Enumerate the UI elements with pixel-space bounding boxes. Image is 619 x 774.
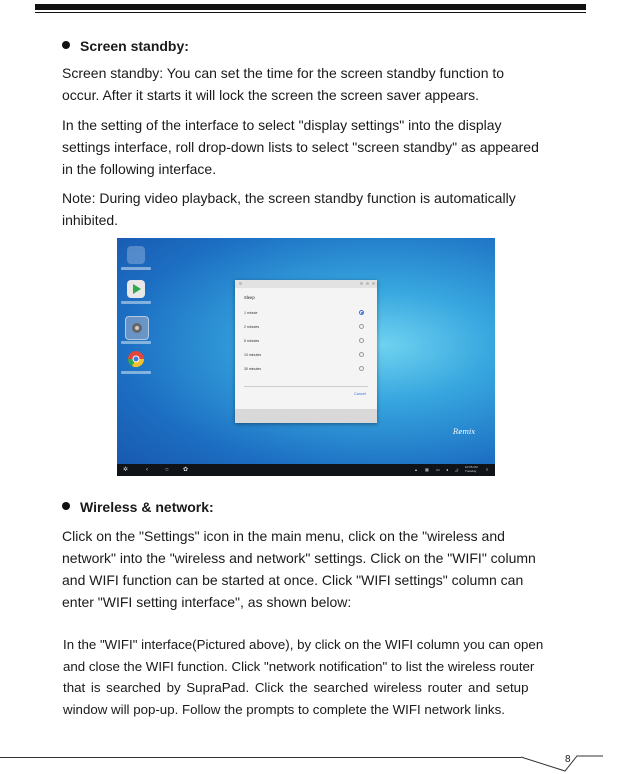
text-line: Screen standby: You can set the time for the screen standby function to: [62, 65, 505, 81]
page-number: 8: [565, 754, 571, 765]
option-5-minutes[interactable]: 5 minutes: [244, 339, 260, 343]
text-line: network" into the "wireless and network" settings. Click on the "WIFI" column: [62, 550, 536, 566]
dialog-title: Sleep: [244, 295, 255, 300]
window-dot-icon: [366, 282, 369, 285]
icon-label: [121, 301, 151, 304]
dialog-titlebar: [235, 280, 377, 288]
start-menu-icon[interactable]: ✲: [123, 467, 129, 473]
text-line: Note: During video playback, the screen standby function is automatically: [62, 190, 516, 206]
clock-time: 10:05 AM: [465, 465, 478, 469]
dialog-divider: [244, 386, 368, 387]
sleep-settings-screenshot: [117, 238, 495, 476]
text-line: occur. After it starts it will lock the screen the screen saver appears.: [62, 87, 480, 103]
text-line: Click on the "Settings" icon in the main menu, click on the "wireless and: [62, 528, 505, 544]
radio-5-minutes[interactable]: [359, 338, 364, 343]
home-icon[interactable]: ○: [165, 467, 169, 473]
window-dot-icon: [372, 282, 375, 285]
volume-icon[interactable]: ◂: [446, 467, 449, 472]
paragraph-standby-settings: [62, 114, 582, 180]
text-line: enter "WIFI setting interface", as shown below:: [62, 594, 352, 610]
window-dot-icon: [360, 282, 363, 285]
section-heading-wireless: [62, 499, 214, 515]
text-line: settings interface, roll drop-down lists to select "screen standby" as appeared: [62, 139, 539, 155]
radio-30-minutes[interactable]: [359, 366, 364, 371]
heading-text: Wireless & network:: [80, 499, 214, 515]
text-line: that is searched by SupraPad. Click the searched wireless router and setup: [63, 680, 529, 695]
option-2-minutes[interactable]: 2 minutes: [244, 325, 260, 329]
trash-icon: [127, 246, 145, 264]
paragraph-wireless-intro: [62, 525, 582, 613]
radio-1-minute[interactable]: [359, 310, 364, 315]
text-line: and close the WIFI function. Click "network notification" to list the wireless router: [63, 658, 535, 674]
text-line: In the "WIFI" interface(Pictured above), by click on the WIFI column you can open: [63, 637, 544, 652]
clock: [465, 466, 478, 473]
settings-taskbar-icon[interactable]: ✿: [183, 467, 189, 473]
header-rule: [35, 4, 586, 10]
option-30-minutes[interactable]: 30 minutes: [244, 367, 262, 371]
paragraph-standby-note: [62, 187, 582, 231]
header-rule-thin: [35, 12, 586, 13]
settings-icon: [125, 316, 149, 340]
text-line: inhibited.: [62, 212, 119, 228]
option-10-minutes[interactable]: 10 minutes: [244, 353, 262, 357]
window-dot-icon: [239, 282, 242, 285]
text-line: window will pop-up. Follow the prompts to complete the WIFI network links.: [63, 701, 505, 717]
notifications-icon[interactable]: ≡: [486, 467, 489, 472]
sleep-dialog: [235, 280, 377, 423]
clock-day: Tuesday: [465, 468, 477, 473]
icon-label: [121, 371, 151, 374]
wifi-icon[interactable]: ◿: [455, 467, 459, 472]
chrome-icon: [127, 350, 145, 368]
paragraph-wifi-interface: [63, 634, 583, 720]
icon-label: [121, 267, 151, 270]
radio-2-minutes[interactable]: [359, 324, 364, 329]
play-store-icon: [127, 280, 145, 298]
paragraph-standby-intro: [62, 62, 582, 106]
text-line: in the following interface.: [62, 161, 217, 177]
battery-icon[interactable]: ▭: [436, 467, 440, 472]
text-line: and WIFI function can be started at once. Click "WIFI settings" column can: [62, 572, 524, 588]
bullet-icon: [62, 41, 70, 49]
dialog-footer: [235, 409, 377, 423]
keyboard-icon[interactable]: ▦: [425, 467, 429, 472]
heading-text: Screen standby:: [80, 38, 189, 54]
taskbar: [117, 464, 495, 476]
cancel-button[interactable]: Cancel: [354, 392, 366, 396]
tray-arrow-icon[interactable]: ▴: [415, 467, 418, 472]
text-line: In the setting of the interface to select "display settings" into the display: [62, 117, 502, 133]
icon-label: [121, 341, 151, 344]
section-heading-screen-standby: [62, 38, 189, 54]
bullet-icon: [62, 502, 70, 510]
back-icon[interactable]: ‹: [146, 467, 148, 473]
radio-10-minutes[interactable]: [359, 352, 364, 357]
remix-logo: Remix: [453, 428, 476, 436]
option-1-minute[interactable]: 1 minute: [244, 311, 258, 315]
footer-rule: [0, 757, 521, 758]
footer-tab-line: [515, 752, 605, 774]
